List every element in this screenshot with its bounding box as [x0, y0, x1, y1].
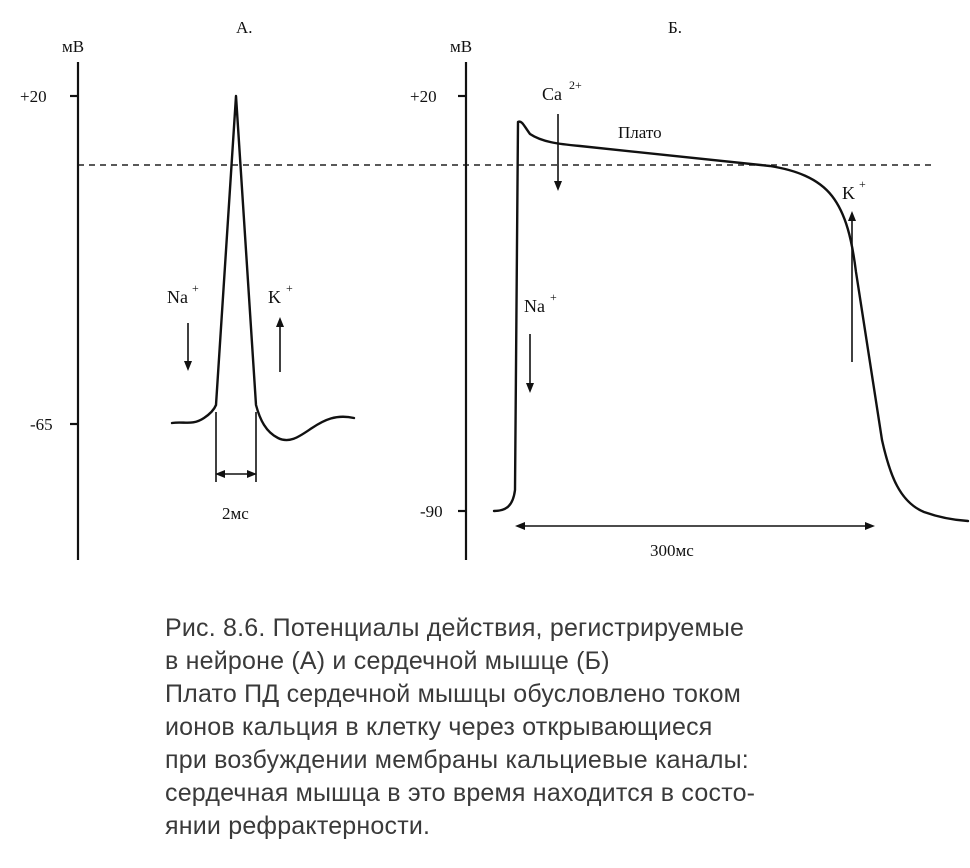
panel-a-tick-top-label: +20 — [20, 87, 47, 106]
caption-line: в нейроне (А) и сердечной мышце (Б) — [165, 647, 610, 675]
panel-a-title: А. — [236, 18, 253, 37]
caption-line: ионов кальция в клетку через открывающиеся — [165, 713, 713, 741]
caption-line: сердечная мышца в это время находится в состо- — [165, 779, 756, 807]
panel-b-k-label: K — [842, 183, 855, 203]
panel-b-k-sign: + — [859, 177, 866, 191]
panel-b-plateau-label: Плато — [618, 123, 662, 142]
panel-a-na-label: Na — [167, 287, 188, 307]
panel-b — [410, 18, 968, 560]
caption-line: Рис. 8.6. Потенциалы действия, регистрируемые — [165, 614, 745, 642]
panel-b-ca-label: Ca — [542, 84, 562, 104]
caption-line: Плато ПД сердечной мышцы обусловлено током — [165, 680, 742, 708]
panel-a-duration-label: 2мс — [222, 504, 249, 523]
panel-a — [20, 18, 354, 560]
panel-a-k-label: K — [268, 287, 281, 307]
panel-a-k-sign: + — [286, 281, 293, 295]
panel-b-tick-rest-label: -90 — [420, 502, 443, 521]
caption-line: при возбуждении мембраны кальциевые каналы: — [165, 746, 749, 774]
panel-a-tick-rest-label: -65 — [30, 415, 53, 434]
neuron-action-potential-curve — [172, 96, 354, 440]
panel-b-tick-top-label: +20 — [410, 87, 437, 106]
panel-a-na-sign: + — [192, 281, 199, 295]
figure-caption — [165, 612, 865, 843]
panel-b-title: Б. — [668, 18, 683, 37]
cardiac-action-potential-curve — [494, 122, 968, 521]
panel-b-na-label: Na — [524, 296, 545, 316]
caption-line: янии рефрактерности. — [165, 812, 431, 840]
panel-b-y-unit: мВ — [450, 37, 473, 56]
panel-b-duration-label: 300мс — [650, 541, 694, 560]
panel-b-na-sign: + — [550, 290, 557, 304]
panel-a-y-unit: мВ — [62, 37, 85, 56]
panel-b-ca-sign: 2+ — [569, 78, 582, 92]
